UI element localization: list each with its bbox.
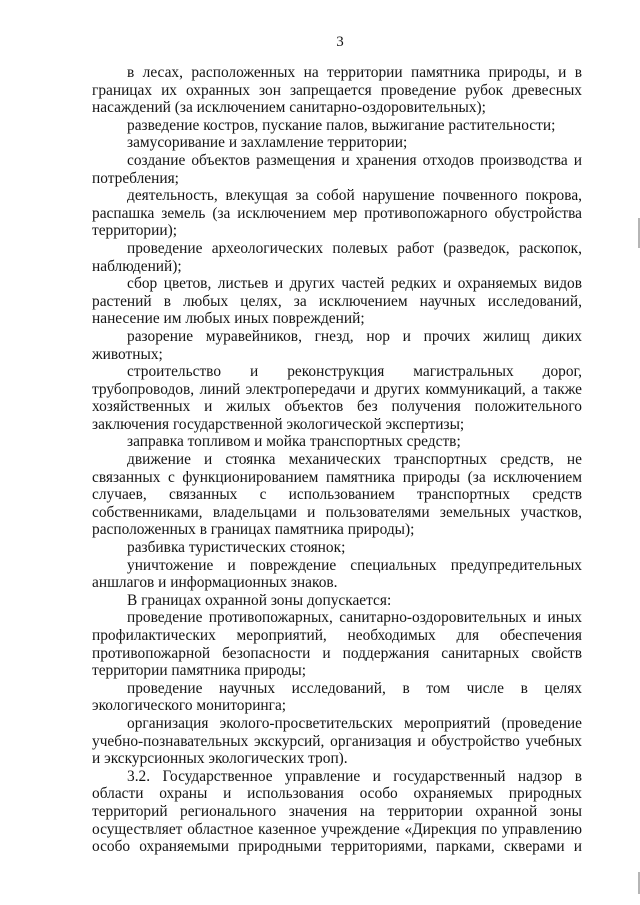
- paragraph: разорение муравейников, гнезд, нор и прочих жилищ диких животных;: [92, 327, 582, 363]
- paragraph: проведение археологических полевых работ (разведок, раскопок, наблюдений);: [92, 239, 582, 275]
- paragraph: замусоривание и захламление территории;: [127, 134, 408, 152]
- paragraph: создание объектов размещения и хранения отходов производства и потребления;: [92, 151, 582, 187]
- paragraph: 3.2. Государственное управление и государственный надзор в области охраны и использования особо охраняемых природных территорий регионального значения на территории охранной зоны осуществляет областное казенное учреждение «Дирекция по управлению особо охраняемыми природными территориями, парками, скверами и: [92, 767, 582, 856]
- paragraph: движение и стоянка механических транспортных средств, не связанных с функционированием памятника природы (за исключением случаев, связанных с использованием транспортных средств собственниками, владельцами и пользователями земельных участков, расположенных в границах памятника природы);: [92, 451, 582, 539]
- paragraph: разведение костров, пускание палов, выжигание растительности;: [127, 116, 556, 134]
- paragraph: заправка топливом и мойка транспортных средств;: [127, 433, 461, 451]
- paragraph: сбор цветов, листьев и других частей редких и охраняемых видов растений в любых целях, за исключением научных исследований, нанесение им любых иных повреждений;: [92, 275, 582, 328]
- paragraph: разбивка туристических стоянок;: [127, 539, 346, 557]
- paragraph: проведение научных исследований, в том числе в целях экологического мониторинга;: [92, 679, 582, 715]
- paragraph: в лесах, расположенных на территории памятника природы, и в границах их охранных зон запрещается проведение рубок древесных насаждений (за исключением санитарно-оздоровительных);: [92, 64, 582, 117]
- paragraph: проведение противопожарных, санитарно-оздоровительных и иных профилактических мероприятий, необходимых для обеспечения противопожарной безопасности и поддержания санитарных свойств территории памятника природы;: [92, 609, 582, 680]
- page-number: 3: [336, 34, 344, 50]
- paragraph: деятельность, влекущая за собой нарушение почвенного покрова, распашка земель (за исключением мер противопожарного обустройства территории);: [92, 187, 582, 240]
- paragraph: строительство и реконструкция магистральных дорог, трубопроводов, линий электропередачи и других коммуникаций, а также хозяйственных и жилых объектов без получения положительного заключения государственной экологической экспертизы;: [92, 363, 582, 433]
- paragraph: организация эколого-просветительских мероприятий (проведение учебно-познавательных экскурсий, организация и обустройство учебных и экскурсионных экологических троп).: [92, 714, 582, 768]
- document-body: [92, 64, 582, 856]
- paragraph: уничтожение и повреждение специальных предупредительных аншлагов и информационных знаков.: [92, 556, 582, 592]
- paragraph: В границах охранной зоны допускается:: [127, 591, 392, 609]
